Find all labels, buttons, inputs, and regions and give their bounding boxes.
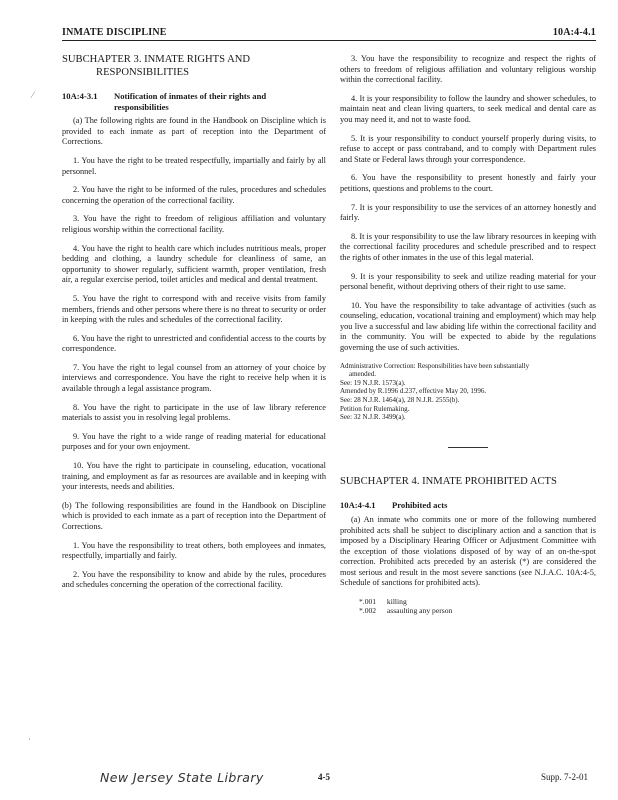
paragraph: 8. You have the right to participate in the use of law library reference materials to assist you in resolving legal problems.: [62, 402, 326, 423]
header-title: INMATE DISCIPLINE: [62, 27, 167, 38]
paragraph: 2. You have the right to be informed of the rules, procedures and schedules concerning the operation of the correctional facility.: [62, 185, 326, 205]
list-item: [359, 597, 596, 606]
subchapter-number: SUBCHAPTER 3.: [62, 54, 142, 65]
paragraph: (a) An inmate who commits one or more of the following numbered prohibited acts shall be subject to disciplinary action and a sanction that is imposed by a Disciplinary Hearing Officer or Adjustment Committee with the exception of those violations disposed of by way of an on-the-spot correction. Prohibited acts preceded by an asterisk (*) are considered the most serious and result in the most severe sanctions (see N.J.A.C. 10A:4-5, Schedule of sanctions for prohibited acts).: [340, 514, 596, 588]
paragraph: 1. You have the right to be treated respectfully, impartially and fairly by all personnel.: [62, 155, 326, 176]
act-code: *.002: [359, 606, 377, 616]
section-heading: [340, 500, 596, 511]
paragraph: 10. You have the right to participate in counseling, education, vocational training, and employment as far as resources are available and in keeping with your interests, needs and abilities.: [62, 461, 326, 492]
section-title-cont: responsibilities: [114, 101, 169, 112]
section-heading: [62, 91, 326, 112]
divider: [448, 447, 488, 448]
subchapter-title: INMATE RIGHTS AND: [144, 54, 251, 65]
history-note: Administrative Correction: Responsibilities have been substantially: [340, 361, 530, 370]
library-stamp: New Jersey State Library: [100, 770, 264, 785]
right-column: [340, 54, 596, 616]
paragraph: 8. It is your responsibility to use the law library resources in keeping with the correctional facility procedures and schedule prescribed and to respect the rights of other inmates in the use of this legal material.: [340, 231, 596, 262]
history-note: amended.: [349, 370, 377, 379]
history-note: See: 32 N.J.R. 3499(a).: [340, 413, 406, 422]
history-notes: [340, 362, 596, 422]
left-column: [62, 54, 326, 599]
act-text: killing: [386, 597, 407, 607]
paragraph: 2. You have the responsibility to know and abide by the rules, procedures and schedules concerning the operation of the correctional facility.: [62, 569, 326, 590]
prohibited-acts-list: [340, 597, 596, 616]
paragraph: 10. You have the responsibility to take advantage of activities (such as counseling, education, vocational training and employment) which may help you live a successful and law abiding life within the correctional facility and in the community. You will be expected to abide by the regulations governing the use of such activities.: [340, 300, 596, 353]
paragraph: 7. It is your responsibility to use the services of an attorney honestly and fairly.: [340, 202, 596, 223]
paragraph: 9. It is your responsibility to seek and utilize reading material for your personal benefit, without depriving others of their right to use same.: [340, 271, 596, 292]
margin-mark: ·: [28, 734, 31, 744]
section-number: 10A:4-4.1: [340, 500, 376, 511]
margin-mark: ⁄: [32, 90, 34, 100]
list-item: [359, 606, 596, 615]
paragraph: 9. You have the right to a wide range of reading material for educational purposes and for your own enjoyment.: [62, 431, 326, 452]
paragraph: 5. You have the right to correspond with and receive visits from family members, friends and other persons where there is no threat to security or order in keeping with the rules and schedules of the correctional facility.: [62, 293, 326, 325]
paragraph: 7. You have the right to legal counsel from an attorney of your choice by interviews and correspondence. You have the right to receive help when it is available through a legal assistance program.: [62, 362, 326, 394]
act-text: assaulting any person: [386, 606, 453, 616]
page-footer: [0, 772, 618, 792]
paragraph: 3. You have the responsibility to recognize and respect the rights of others to freedom of religious affiliation and voluntary religious worship within the correctional facility.: [340, 54, 596, 85]
paragraph: 6. You have the right to unrestricted and confidential access to the courts by correspondence.: [62, 333, 326, 354]
history-note: Amended by R.1996 d.237, effective May 20, 1996.: [340, 387, 487, 396]
subchapter-title: INMATE PROHIBITED ACTS: [422, 475, 557, 487]
subchapter-title-cont: RESPONSIBILITIES: [96, 66, 189, 78]
subchapter-number: SUBCHAPTER 4.: [340, 475, 420, 487]
paragraph: 5. It is your responsibility to conduct yourself properly during visits, to refuse to accept or pass contraband, and to comply with Department rules and State or Federal laws through your correspondence.: [340, 133, 596, 164]
paragraph: (b) The following responsibilities are found in the Handbook on Discipline which is provided to each inmate as a part of reception into the Department of Corrections.: [62, 500, 326, 531]
history-note: See: 28 N.J.R. 1464(a), 28 N.J.R. 2555(b).: [340, 396, 460, 405]
paragraph: (a) The following rights are found in the Handbook on Discipline which is provided to each inmate as part of reception into the Department of Corrections.: [62, 116, 326, 147]
subchapter-4-heading: [340, 476, 596, 489]
subchapter-3-heading: [62, 54, 326, 79]
supplement-date: Supp. 7-2-01: [541, 772, 588, 782]
act-code: *.001: [359, 597, 377, 607]
header-section-number: 10A:4-4.1: [552, 27, 596, 38]
paragraph: 6. You have the responsibility to present honestly and fairly your petitions, questions and problems to the court.: [340, 173, 596, 193]
paragraph: 3. You have the right to freedom of religious affiliation and voluntary religious worship within the correctional facility.: [62, 214, 326, 234]
section-number: 10A:4-3.1: [62, 91, 98, 101]
paragraph: 1. You have the responsibility to treat others, both employees and inmates, respectfully, impartially and fairly.: [62, 540, 326, 561]
paragraph: 4. You have the right to health care which includes nutritious meals, proper bedding and clothing, a laundry schedule for cleanliness of same, an opportunity to shower regularly, sufficient warmth, proper ventilation, fresh air, a regular exercise period, toilet articles and medical and dental treatment.: [62, 243, 326, 285]
page-number: 4-5: [318, 772, 330, 782]
running-header: [62, 24, 596, 41]
section-title: Notification of inmates of their rights and: [114, 91, 267, 101]
paragraph: 4. It is your responsibility to follow the laundry and shower schedules, to maintain neat and clean living quarters, to seek medical and dental care as you may need it, and not to waste food.: [340, 93, 596, 124]
section-title: Prohibited acts: [392, 500, 448, 511]
history-note: See: 19 N.J.R. 1573(a).: [340, 378, 406, 387]
history-note: Petition for Rulemaking.: [340, 404, 410, 413]
